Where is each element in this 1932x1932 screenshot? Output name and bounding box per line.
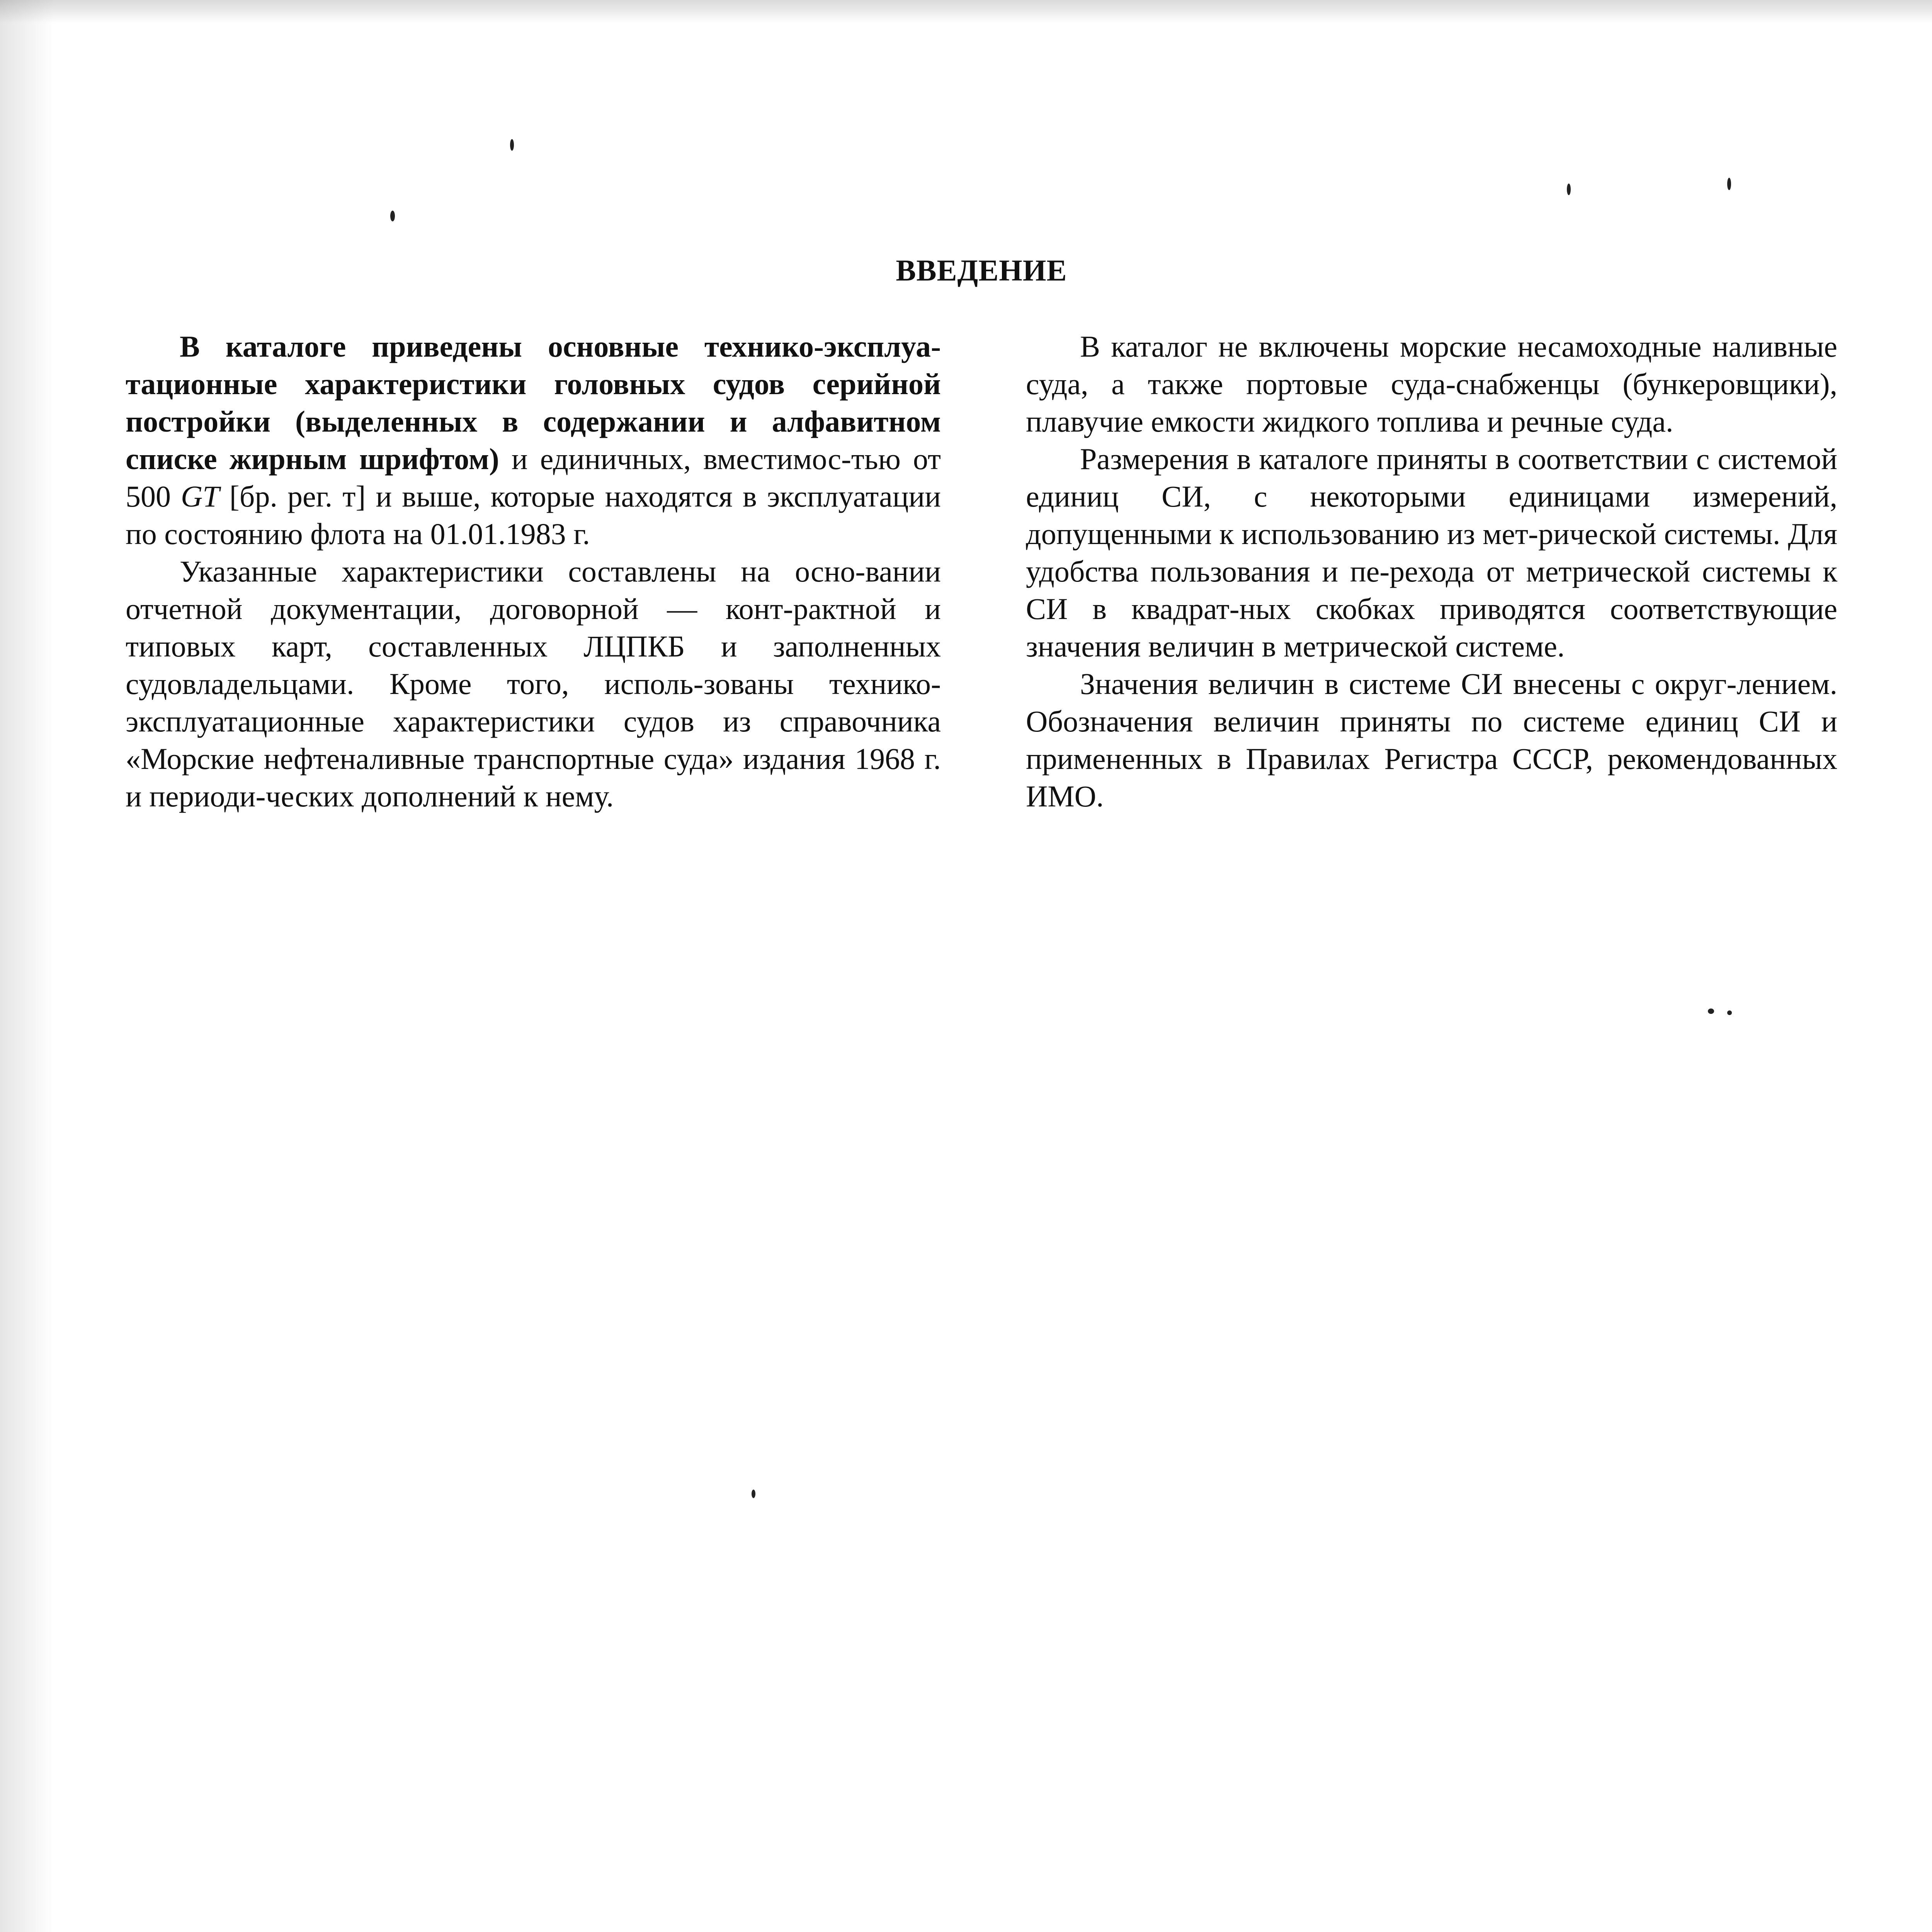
unit-gt: GT: [181, 480, 219, 513]
scan-speck: [1727, 1010, 1732, 1015]
paragraph: Значения величин в системе СИ внесены с округ-лением. Обозначения величин приняты по системе единиц СИ и примененных в Правилах Регистра СССР, рекомендованных ИМО.: [1026, 667, 1837, 813]
left-column: [126, 328, 941, 815]
scan-speck: [1708, 1009, 1714, 1014]
page-title: ВВЕДЕНИЕ: [896, 253, 1067, 287]
paragraph: Размерения в каталоге приняты в соответствии с системой единиц СИ, с некоторыми единицами измерений, допущенными к использованию из мет-рической системы. Для удобства пользования и пе-рехода от метрической системы к СИ в квадрат-ных скобках приводятся соответствующие значения величин в метрической системе.: [1026, 442, 1837, 663]
scan-speck: [1727, 178, 1731, 190]
paragraph: Указанные характеристики составлены на осно-вании отчетной документации, договорной — конт-рактной и типовых карт, составленных ЛЦПКБ и заполненных судовладельцами. Кроме того, исполь-зованы технико-эксплуатационные характеристики судов из справочника «Морские нефтеналивные транспортные суда» издания 1968 г. и периоди-ческих дополнений к нему.: [126, 554, 941, 813]
scan-speck: [390, 211, 395, 221]
scan-speck: [510, 139, 514, 151]
paragraph-text: и единичных, вместимос-тью от 500: [126, 442, 941, 513]
paragraph: [126, 328, 941, 553]
scan-edge-left: [0, 0, 54, 1932]
paragraph: В каталог не включены морские несамоходные наливные суда, а также портовые суда-снабженцы (бункеровщики), плавучие емкости жидкого топлива и речные суда.: [1026, 330, 1837, 438]
scan-edge-top: [0, 0, 1932, 23]
paragraph-lead: В каталоге приведены основные технико-эксплуа-тационные характеристики головных судов серийной постройки (выделенных в содержании и алфавитном списке жирным шрифтом): [126, 330, 941, 476]
paragraph-text: [бр. рег. т] и выше, которые находятся в эксплуатации по состоянию флота на 01.01.1983 г.: [126, 480, 941, 551]
scan-speck: [1567, 184, 1571, 195]
right-column: [1026, 328, 1837, 815]
scan-speck: [752, 1490, 755, 1498]
